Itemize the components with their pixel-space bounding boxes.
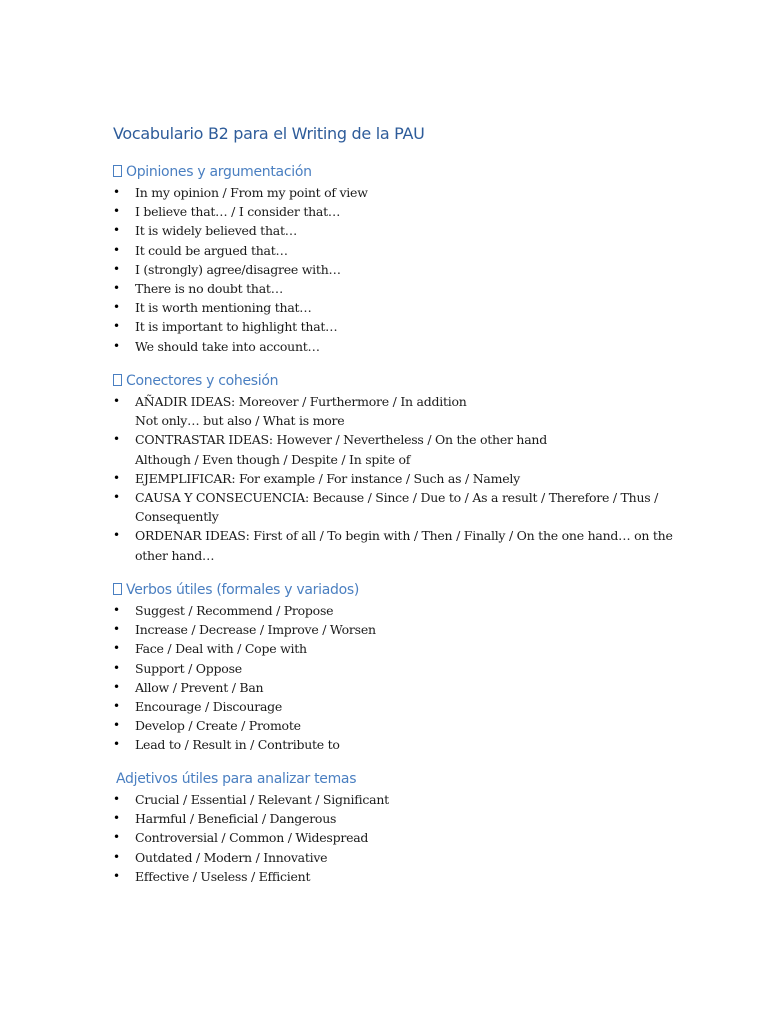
list-item-text: CAUSA Y CONSECUENCIA: Because / Since / Due to / As a result / Therefore / Thus / — [135, 490, 659, 506]
bullet-icon: • — [113, 868, 120, 883]
bullet-icon: • — [113, 660, 120, 675]
list-item — [113, 469, 673, 488]
bullet-list — [113, 392, 673, 565]
bullet-icon: • — [113, 830, 120, 845]
list-item-text: I believe that… / I consider that… — [135, 204, 341, 220]
list-item-text: It is widely believed that… — [135, 223, 297, 239]
list-item — [113, 659, 673, 678]
section-heading — [116, 768, 676, 790]
section-heading — [113, 161, 673, 183]
missing-glyph-icon — [113, 165, 122, 177]
list-item — [113, 828, 676, 847]
list-item-text: Face / Deal with / Cope with — [135, 641, 307, 657]
section-opinions — [113, 161, 673, 356]
list-item-text: Support / Oppose — [135, 660, 242, 676]
list-item — [113, 337, 673, 356]
list-item-text: Crucial / Essential / Relevant / Significant — [135, 792, 389, 807]
bullet-icon: • — [113, 718, 120, 733]
bullet-icon: • — [113, 792, 120, 806]
bullet-list — [113, 601, 673, 755]
bullet-icon: • — [113, 242, 120, 257]
list-item-text: Harmful / Beneficial / Dangerous — [135, 811, 337, 827]
list-item — [113, 183, 673, 202]
list-item-text: Encourage / Discourage — [135, 699, 283, 715]
section-adjectives — [113, 768, 676, 886]
list-item — [113, 716, 673, 735]
list-item-text: Controversial / Common / Widespread — [135, 830, 369, 846]
list-item-text: ORDENAR IDEAS: First of all / To begin with / Then / Finally / On the one hand… on the — [135, 528, 673, 544]
list-item-text: Develop / Create / Promote — [135, 718, 301, 734]
missing-glyph-icon — [113, 374, 122, 386]
bullet-icon: • — [113, 319, 120, 334]
bullet-icon: • — [113, 622, 120, 637]
section-heading-text: Verbos útiles (formales y variados) — [126, 582, 360, 598]
bullet-icon: • — [113, 432, 120, 447]
list-item — [113, 488, 673, 526]
list-item — [113, 735, 673, 754]
list-item — [113, 790, 676, 809]
list-item-text: We should take into account… — [135, 338, 320, 354]
list-item-text: Consequently — [135, 509, 219, 525]
bullet-icon: • — [113, 185, 120, 199]
list-item-text: Lead to / Result in / Contribute to — [135, 737, 340, 753]
bullet-icon: • — [113, 300, 120, 315]
bullet-icon: • — [113, 281, 120, 296]
list-item — [113, 867, 676, 886]
section-heading — [113, 370, 673, 392]
list-item-text: other hand… — [135, 547, 215, 563]
bullet-icon: • — [113, 394, 120, 408]
list-item — [113, 317, 673, 336]
section-verbs — [113, 579, 673, 755]
missing-glyph-icon — [113, 583, 122, 595]
bullet-icon: • — [113, 641, 120, 656]
list-item — [113, 639, 673, 658]
bullet-icon: • — [113, 528, 120, 543]
list-item-text: AÑADIR IDEAS: Moreover / Furthermore / In addition — [135, 394, 467, 409]
section-heading — [113, 579, 673, 601]
bullet-icon: • — [113, 737, 120, 752]
list-item — [113, 260, 673, 279]
list-item — [113, 430, 673, 468]
list-item — [113, 678, 673, 697]
list-item — [113, 697, 673, 716]
list-item-text: Allow / Prevent / Ban — [135, 679, 264, 695]
bullet-icon: • — [113, 223, 120, 238]
section-heading-text: Conectores y cohesión — [126, 373, 279, 389]
section-heading-text: Opiniones y argumentación — [126, 164, 312, 180]
section-heading-text: Adjetivos útiles para analizar temas — [116, 771, 357, 787]
bullet-icon: • — [113, 849, 120, 864]
list-item — [113, 202, 673, 221]
list-item — [113, 221, 673, 240]
bullet-list — [113, 183, 673, 356]
list-item-text: Suggest / Recommend / Propose — [135, 603, 334, 618]
bullet-icon: • — [113, 811, 120, 826]
list-item-text: In my opinion / From my point of view — [135, 185, 368, 200]
list-item — [113, 848, 676, 867]
list-item-text: CONTRASTAR IDEAS: However / Nevertheless / On the other hand — [135, 432, 547, 448]
bullet-icon: • — [113, 603, 120, 617]
bullet-icon: • — [113, 490, 120, 505]
list-item — [113, 241, 673, 260]
list-item-text: Not only… but also / What is more — [135, 413, 345, 429]
bullet-icon: • — [113, 679, 120, 694]
list-item — [113, 392, 673, 430]
bullet-icon: • — [113, 204, 120, 219]
bullet-list — [113, 790, 676, 886]
list-item-text: EJEMPLIFICAR: For example / For instance / Such as / Namely — [135, 470, 520, 486]
list-item — [113, 526, 673, 564]
list-item-text: There is no doubt that… — [135, 281, 283, 297]
list-item-text: I (strongly) agree/disagree with… — [135, 261, 341, 277]
list-item-text: It is important to highlight that… — [135, 319, 338, 335]
section-connectors — [113, 370, 673, 565]
list-item-text: It is worth mentioning that… — [135, 300, 312, 316]
list-item-text: Although / Even though / Despite / In spite of — [135, 451, 411, 467]
list-item-text: Increase / Decrease / Improve / Worsen — [135, 622, 376, 638]
list-item-text: Outdated / Modern / Innovative — [135, 849, 328, 865]
list-item — [113, 809, 676, 828]
bullet-icon: • — [113, 338, 120, 353]
list-item-text: It could be argued that… — [135, 242, 288, 258]
list-item-text: Effective / Useless / Efficient — [135, 868, 311, 884]
bullet-icon: • — [113, 261, 120, 276]
list-item — [113, 298, 673, 317]
bullet-icon: • — [113, 699, 120, 714]
list-item — [113, 601, 673, 620]
document-title: Vocabulario B2 para el Writing de la PAU — [113, 124, 425, 143]
list-item — [113, 620, 673, 639]
bullet-icon: • — [113, 470, 120, 485]
list-item — [113, 279, 673, 298]
